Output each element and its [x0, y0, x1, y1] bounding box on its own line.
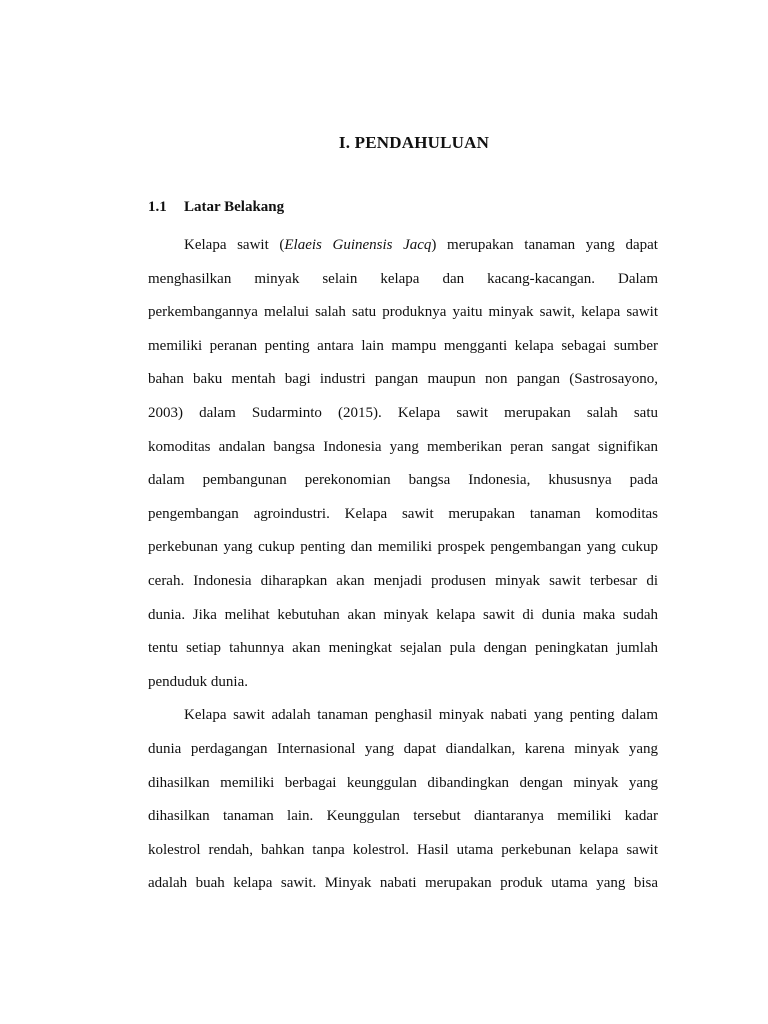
paragraph-line: dalam pembangunan perekonomian bangsa Indonesia, khususnya pada [148, 472, 658, 489]
chapter-title: I. PENDAHULUAN [338, 133, 490, 152]
section-number: 1.1 [148, 199, 167, 215]
body-text [148, 229, 658, 901]
paragraph-line: penduduk dunia. [148, 673, 248, 690]
paragraph-line: perkembangannya melalui salah satu produknya yaitu minyak sawit, kelapa sawit [148, 304, 658, 321]
paragraph-line: bahan baku mentah bagi industri pangan maupun non pangan (Sastrosayono, [148, 371, 658, 388]
paragraph-line: dihasilkan tanaman lain. Keunggulan tersebut diantaranya memiliki kadar [148, 808, 658, 825]
scientific-name: Elaeis Guinensis Jacq [284, 237, 432, 253]
paragraph-line: pengembangan agroindustri. Kelapa sawit merupakan tanaman komoditas [148, 505, 658, 522]
paragraph-line: 2003) dalam Sudarminto (2015). Kelapa sawit merupakan salah satu [148, 404, 658, 421]
paragraph-line: tentu setiap tahunnya akan meningkat sejalan pula dengan peningkatan jumlah [148, 640, 658, 657]
section-title: Latar Belakang [184, 199, 285, 215]
paragraph-line: perkebunan yang cukup penting dan memiliki prospek pengembangan yang cukup [148, 539, 658, 556]
paragraph-line: Kelapa sawit (Elaeis Guinensis Jacq) merupakan tanaman yang dapat [184, 237, 658, 253]
paragraph-line: komoditas andalan bangsa Indonesia yang memberikan peran sangat signifikan [148, 438, 658, 455]
paragraph-line: Kelapa sawit adalah tanaman penghasil minyak nabati yang penting dalam [184, 707, 658, 724]
paragraph-line: kolestrol rendah, bahkan tanpa kolestrol. Hasil utama perkebunan kelapa sawit [148, 841, 658, 858]
paragraph-line: memiliki peranan penting antara lain mampu mengganti kelapa sebagai sumber [148, 337, 658, 354]
paragraph-line: dihasilkan memiliki berbagai keunggulan dibandingkan dengan minyak yang [148, 774, 658, 791]
paragraph-line: dunia. Jika melihat kebutuhan akan minyak kelapa sawit di dunia maka sudah [148, 606, 658, 623]
paragraph-line: menghasilkan minyak selain kelapa dan kacang-kacangan. Dalam [148, 270, 658, 287]
section-heading [148, 199, 284, 216]
paragraph-line: adalah buah kelapa sawit. Minyak nabati merupakan produk utama yang bisa [148, 875, 658, 892]
paragraph-line: cerah. Indonesia diharapkan akan menjadi produsen minyak sawit terbesar di [148, 572, 658, 589]
paragraph-line: dunia perdagangan Internasional yang dapat diandalkan, karena minyak yang [148, 740, 658, 757]
